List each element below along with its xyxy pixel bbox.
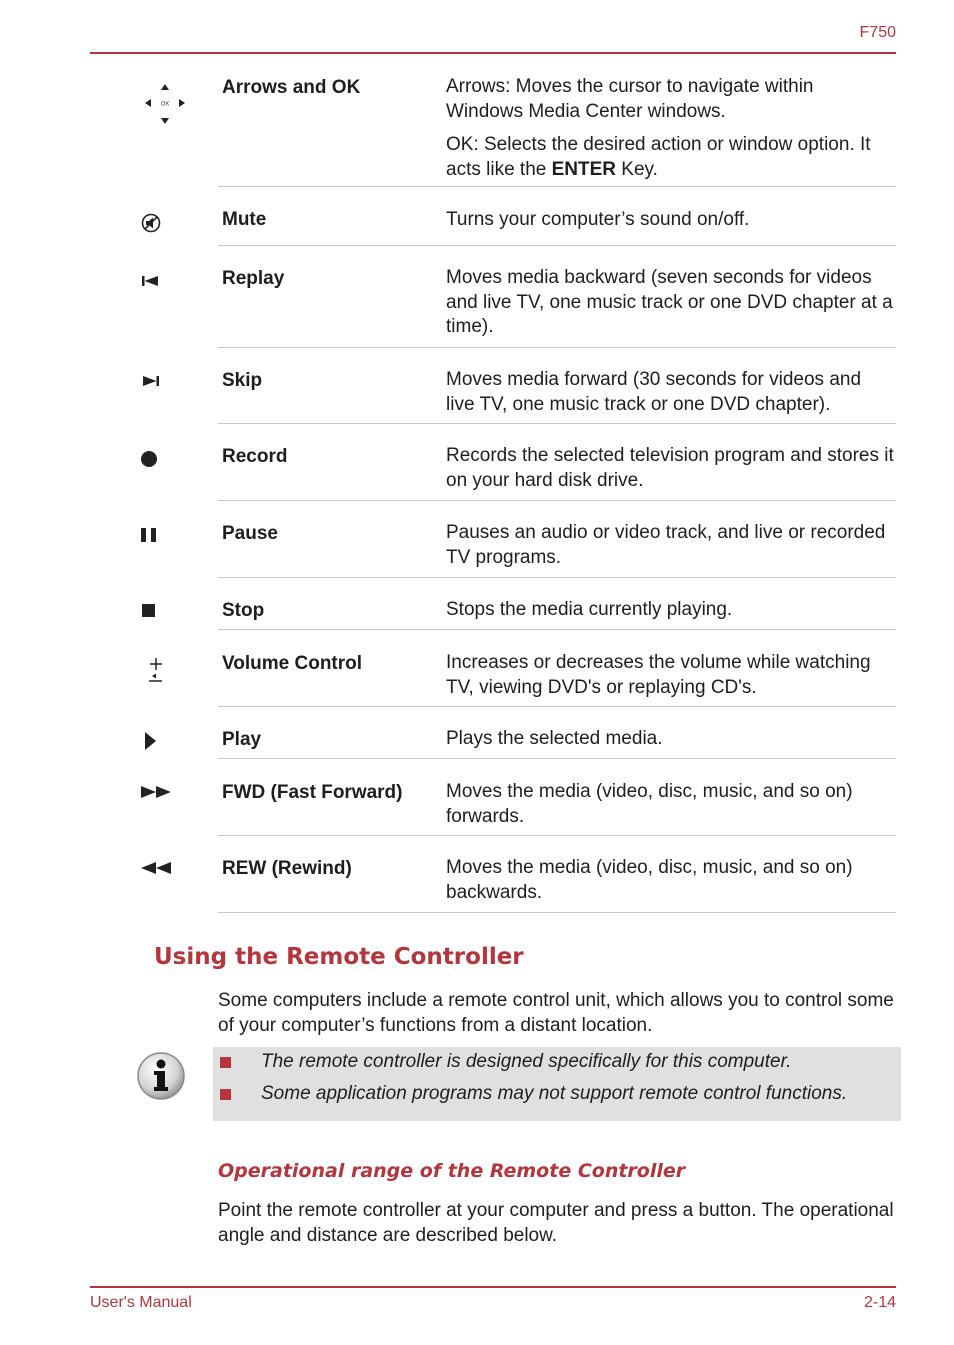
table-row <box>218 72 896 187</box>
replay-icon <box>141 274 161 288</box>
record-icon <box>140 450 158 468</box>
table-row <box>218 347 896 424</box>
footer-manual: User's Manual <box>90 1294 192 1311</box>
desc-para: Moves media forward (30 seconds for videos and live TV, one music track or one DVD chapter). <box>446 369 862 415</box>
stop-icon <box>141 603 157 619</box>
fast-forward-icon <box>140 785 176 799</box>
desc-para: OK: Selects the desired action or window option. It acts like the ENTER Key. <box>446 134 871 180</box>
desc-para: Moves media backward (seven seconds for videos and live TV, one music track or one DVD chapter at a time). <box>446 267 893 337</box>
row-desc <box>446 651 894 709</box>
row-desc <box>446 856 894 914</box>
row-desc <box>446 780 894 838</box>
note-box <box>213 1047 901 1121</box>
row-desc <box>446 368 894 426</box>
row-desc <box>446 266 894 349</box>
subsection-title: Operational range of the Remote Controller <box>218 1160 686 1182</box>
table-row <box>218 629 896 707</box>
skip-icon <box>141 374 161 388</box>
desc-para: Stops the media currently playing. <box>446 599 733 620</box>
desc-para: Pauses an audio or video track, and live or recorded TV programs. <box>446 522 886 568</box>
bullet-icon <box>220 1089 231 1100</box>
section-title: Using the Remote Controller <box>154 944 524 970</box>
note-item: Some application programs may not support remote control functions. <box>261 1083 848 1104</box>
bullet-icon <box>220 1057 231 1068</box>
desc-para: Plays the selected media. <box>446 728 663 749</box>
row-name: REW (Rewind) <box>222 858 352 879</box>
header-rule <box>90 52 896 54</box>
ok-label: OK <box>160 101 170 108</box>
desc-para: Increases or decreases the volume while watching TV, viewing DVD's or replaying CD's. <box>446 652 871 698</box>
rewind-icon <box>140 861 176 875</box>
pause-icon <box>140 527 158 543</box>
row-desc <box>446 727 894 761</box>
table-row <box>218 835 896 913</box>
table-row <box>218 706 896 759</box>
play-icon <box>143 731 159 751</box>
row-name: Replay <box>222 268 285 289</box>
row-name: Pause <box>222 523 278 544</box>
desc-para: Records the selected television program and stores it on your hard disk drive. <box>446 445 894 491</box>
mute-icon <box>140 212 162 234</box>
table-row <box>218 423 896 501</box>
desc-para: Turns your computer’s sound on/off. <box>446 209 750 230</box>
table-row <box>218 500 896 578</box>
volume-icon <box>146 656 166 684</box>
table-row <box>218 186 896 246</box>
row-name: FWD (Fast Forward) <box>222 782 403 803</box>
row-name: Skip <box>222 370 263 391</box>
info-icon <box>135 1050 187 1102</box>
desc-para: Moves the media (video, disc, music, and so on) backwards. <box>446 857 853 903</box>
desc-para: Arrows: Moves the cursor to navigate within Windows Media Center windows. <box>446 76 814 122</box>
note-item: The remote controller is designed specifically for this computer. <box>261 1051 792 1072</box>
table-row <box>218 758 896 836</box>
section-intro: Some computers include a remote control unit, which allows you to control some of your computer’s functions from a distant location. <box>218 990 894 1036</box>
row-desc <box>446 75 894 191</box>
row-desc <box>446 208 894 242</box>
footer-page-number: 2-14 <box>863 1294 896 1311</box>
subsection-body: Point the remote controller at your computer and press a button. The operational angle and distance are described below. <box>218 1200 894 1246</box>
table-row <box>218 245 896 348</box>
row-desc <box>446 521 894 579</box>
row-name: Record <box>222 446 288 467</box>
arrows-ok-icon <box>140 82 190 128</box>
row-name: Mute <box>222 209 267 230</box>
desc-para: Moves the media (video, disc, music, and so on) forwards. <box>446 781 853 827</box>
header-model: F750 <box>859 24 896 41</box>
row-desc <box>446 598 894 632</box>
row-name: Arrows and OK <box>222 77 361 98</box>
row-desc <box>446 444 894 502</box>
footer-rule <box>90 1286 896 1288</box>
row-name: Stop <box>222 600 265 621</box>
table-row <box>218 577 896 630</box>
row-name: Volume Control <box>222 653 363 674</box>
row-name: Play <box>222 729 262 750</box>
